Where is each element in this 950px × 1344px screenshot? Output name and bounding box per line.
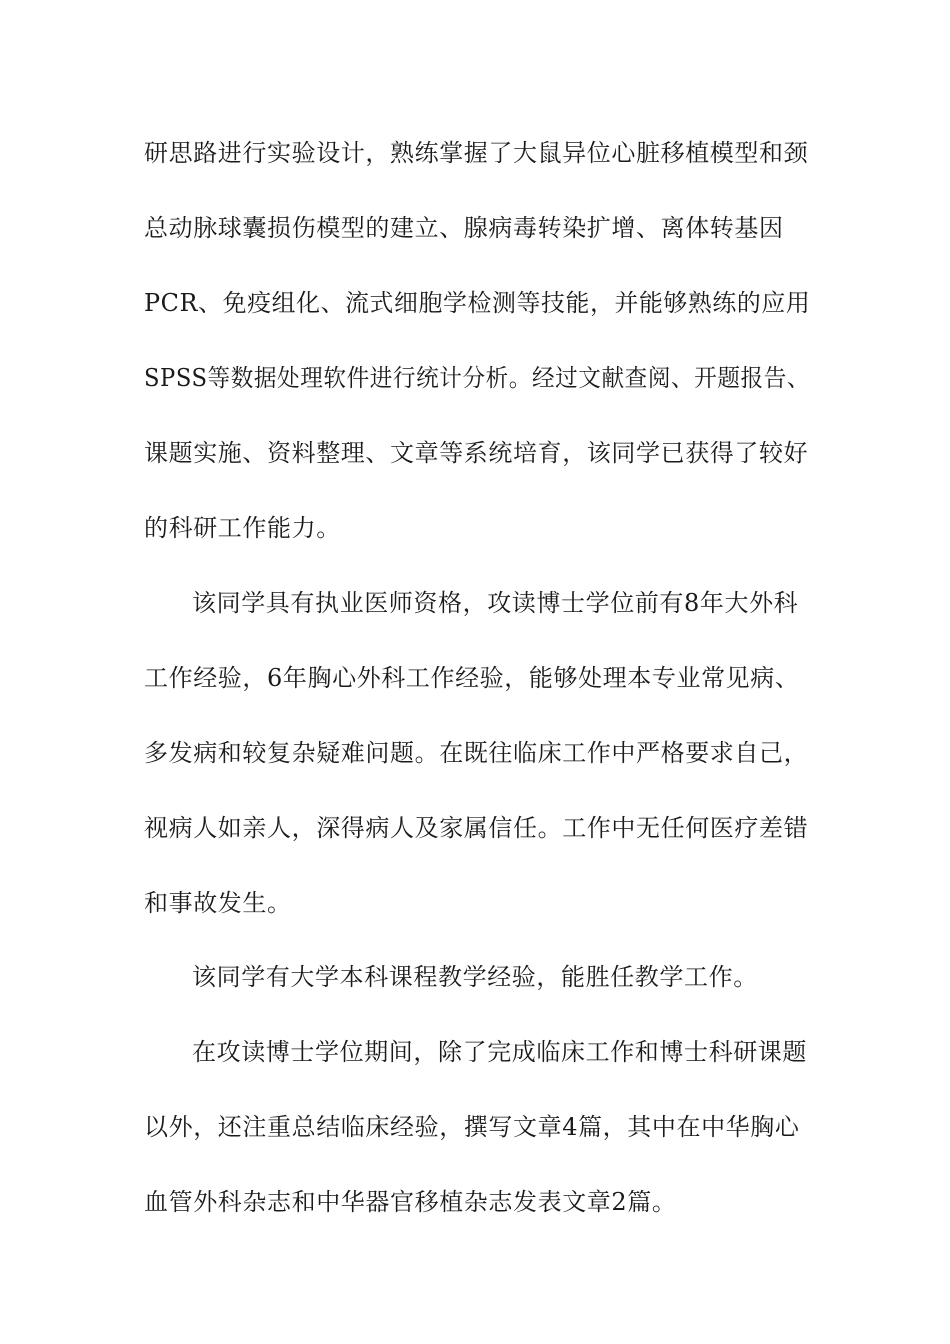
text-line: 以外，还注重总结临床经验，撰写文章4篇，其中在中华胸心 [144, 1113, 800, 1141]
text-line: SPSS等数据处理软件进行统计分析。经过文献查阅、开题报告、 [144, 364, 811, 392]
paragraph-first-line: 该同学有大学本科课程教学经验，能胜任教学工作。 [192, 963, 758, 991]
text-line: 课题实施、资料整理、文章等系统培育，该同学已获得了较好 [144, 439, 809, 467]
paragraph-first-line: 该同学具有执业医师资格，攻读博士学位前有8年大外科 [192, 589, 799, 617]
text-line: 视病人如亲人，深得病人及家属信任。工作中无任何医疗差错 [144, 814, 809, 842]
text-line: 总动脉球囊损伤模型的建立、腺病毒转染扩增、离体转基因 [144, 214, 784, 242]
text-line: 血管外科杂志和中华器官移植杂志发表文章2篇。 [144, 1188, 677, 1216]
text-line: 工作经验，6年胸心外科工作经验，能够处理本专业常见病、 [144, 664, 800, 692]
text-line: 研思路进行实验设计，熟练掌握了大鼠异位心脏移植模型和颈 [144, 139, 809, 167]
text-line: 和事故发生。 [144, 889, 292, 917]
text-line: 多发病和较复杂疑难问题。在既往临床工作中严格要求自己， [144, 739, 809, 767]
paragraph-first-line: 在攻读博士学位期间，除了完成临床工作和博士科研课题 [192, 1038, 807, 1066]
text-line: PCR、免疫组化、流式细胞学检测等技能，并能够熟练的应用 [144, 289, 811, 317]
text-line: 的科研工作能力。 [144, 514, 341, 542]
